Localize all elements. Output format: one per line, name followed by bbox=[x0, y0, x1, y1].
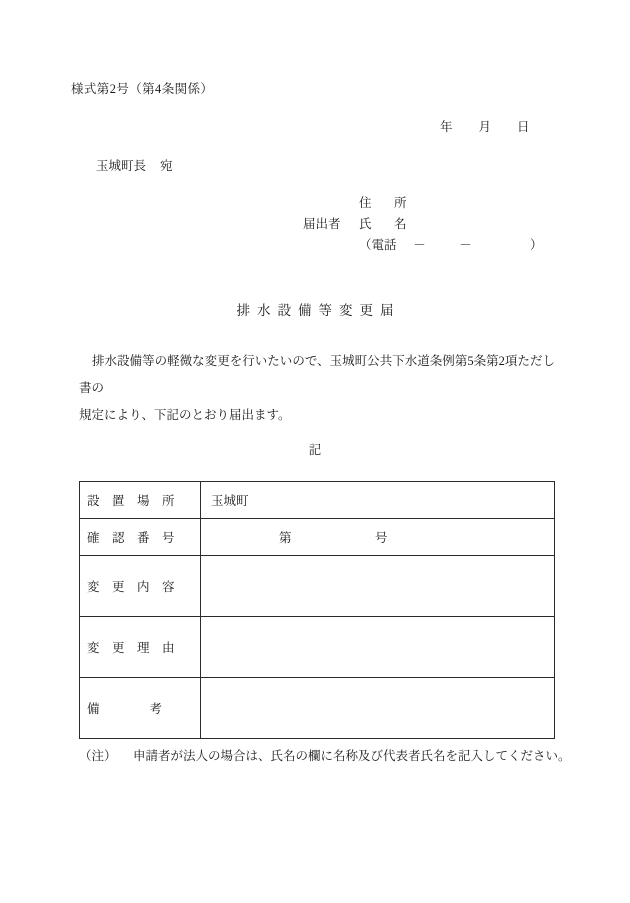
row-value-change-reason[interactable] bbox=[201, 617, 555, 678]
footnote-text: 申請者が法人の場合は、氏名の欄に名称及び代表者氏名を記入してください。 bbox=[133, 749, 571, 763]
row-label-confirmation-number bbox=[80, 519, 201, 556]
addressee-name: 玉城町長 bbox=[96, 159, 147, 173]
form-number: 様式第2号（第4条関係） bbox=[71, 82, 214, 96]
addressee bbox=[96, 156, 173, 174]
phone-dash-2: － bbox=[459, 238, 472, 252]
date-day-label: 日 bbox=[517, 120, 530, 134]
phone-open-paren: （電話 bbox=[359, 238, 397, 252]
applicant-lead-label: 届出者 bbox=[303, 217, 341, 231]
table-row bbox=[80, 482, 555, 519]
applicant-address-row bbox=[303, 193, 543, 214]
row-label-text: 備 考 bbox=[87, 702, 163, 716]
applicant-phone-row bbox=[303, 235, 543, 256]
row-label-change-details bbox=[80, 556, 201, 617]
body-line-2: 規定により、下記のとおり届出ます。 bbox=[79, 408, 291, 422]
row-label-text: 変 更 理 由 bbox=[87, 641, 175, 655]
date-year-label: 年 bbox=[440, 120, 453, 134]
table-row bbox=[80, 678, 555, 739]
addressee-suffix: 宛 bbox=[160, 159, 173, 173]
applicant-phone-field bbox=[359, 235, 543, 253]
date-line bbox=[440, 117, 530, 135]
row-label-text: 確 認 番 号 bbox=[87, 531, 175, 545]
footnote-mark: （注） bbox=[79, 749, 117, 763]
form-table bbox=[79, 481, 555, 739]
row-label-installation-site bbox=[80, 482, 201, 519]
table-row bbox=[80, 556, 555, 617]
table-row bbox=[80, 617, 555, 678]
applicant-name-row bbox=[303, 214, 543, 235]
row-label-text: 変 更 内 容 bbox=[87, 580, 175, 594]
row-value-change-details[interactable] bbox=[201, 556, 555, 617]
row-label-remarks bbox=[80, 678, 201, 739]
applicant-address-label: 住 所 bbox=[359, 196, 412, 210]
confirmation-number-field bbox=[211, 528, 388, 546]
phone-close-paren: ） bbox=[530, 238, 543, 252]
table-row bbox=[80, 519, 555, 556]
ki-marker: 記 bbox=[308, 443, 322, 457]
body-paragraph bbox=[79, 348, 555, 429]
row-label-change-reason bbox=[80, 617, 201, 678]
applicant-name-label: 氏 名 bbox=[359, 217, 412, 231]
date-month-label: 月 bbox=[478, 120, 492, 134]
row-label-text: 設 置 場 所 bbox=[87, 494, 175, 508]
phone-dash-1: － bbox=[413, 238, 426, 252]
applicant-block bbox=[303, 193, 543, 256]
document-title: 排水設備等変更届 bbox=[236, 303, 401, 318]
row-value-installation-site[interactable]: 玉城町 bbox=[201, 482, 555, 519]
number-prefix: 第 bbox=[279, 531, 292, 545]
row-value-remarks[interactable] bbox=[201, 678, 555, 739]
row-value-confirmation-number[interactable] bbox=[201, 519, 555, 556]
body-line-1: 排水設備等の軽微な変更を行いたいので、玉城町公共下水道条例第5条第2項ただし書の bbox=[79, 354, 555, 395]
footnote bbox=[79, 746, 571, 764]
number-suffix: 号 bbox=[375, 531, 388, 545]
